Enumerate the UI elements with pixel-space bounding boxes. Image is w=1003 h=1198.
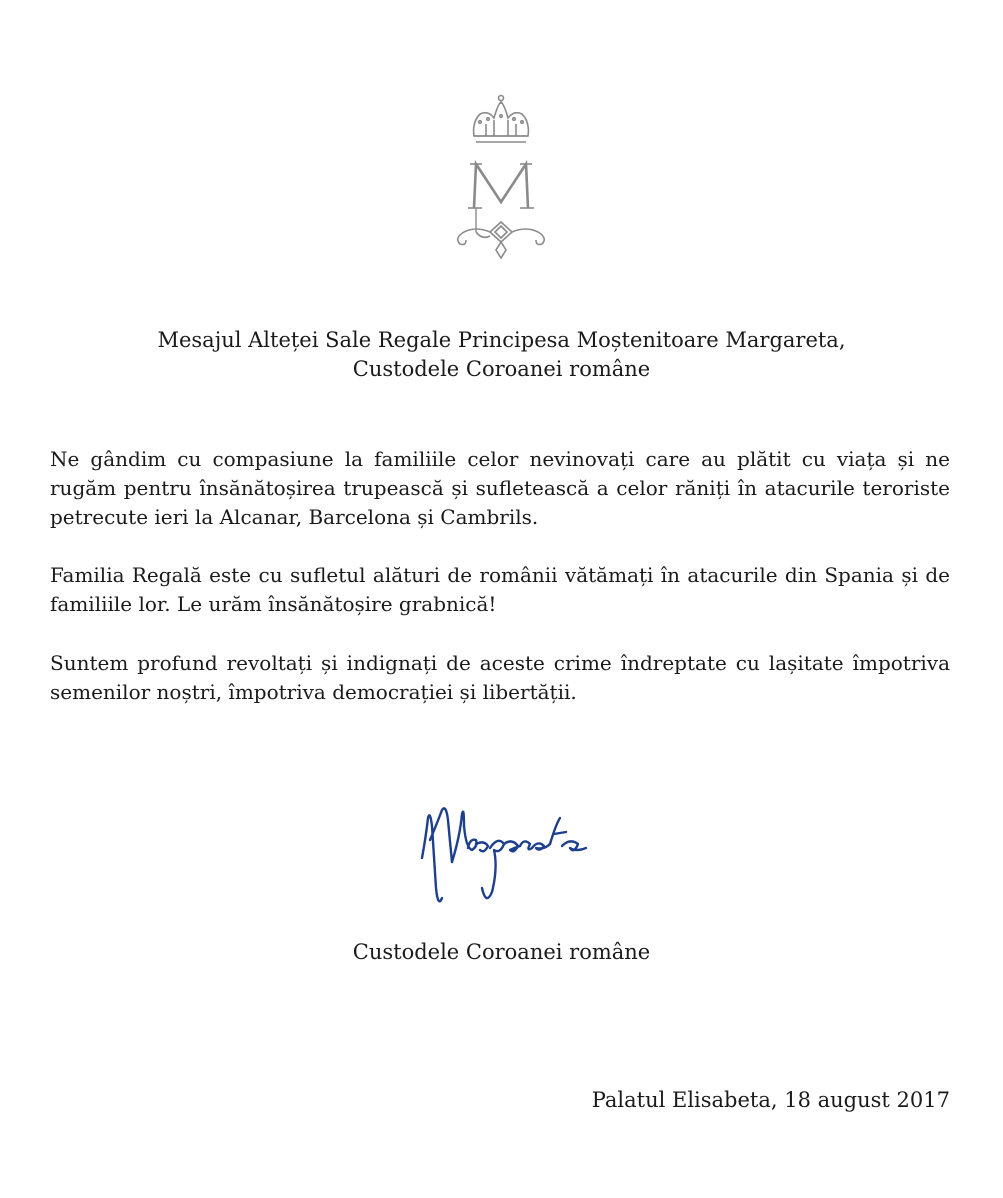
body-paragraph-1: Ne gândim cu compasiune la familiile celor nevinovați care au plătit cu viața și ne rugăm pentru însănătoșirea trupească și sufletească a celor răniți în atacurile teroriste petrecute ieri la Alcanar, Barcelona și Cambrils.	[50, 447, 950, 529]
handwritten-signature	[414, 796, 600, 912]
heading-line-1: Mesajul Alteței Sale Regale Principesa Moștenitoare Margareta,	[157, 328, 846, 352]
signature-icon	[414, 796, 600, 912]
royal-monogram-icon	[446, 92, 556, 270]
heading-line-2: Custodele Coroanei române	[352, 357, 651, 381]
place-and-date: Palatul Elisabeta, 18 august 2017	[591, 1088, 950, 1112]
signatory-title: Custodele Coroanei române	[352, 940, 651, 964]
body-paragraph-2: Familia Regală este cu sufletul alături de românii vătămați în atacurile din Spania și de familiile lor. Le urăm însănătoșire grabnică!	[50, 563, 950, 616]
body-paragraph-3: Suntem profund revoltați și indignați de aceste crime îndreptate cu lașitate împotriva semenilor noștri, împotriva democrației și libertății.	[50, 651, 950, 704]
letter-heading	[0, 326, 1003, 384]
crown-monogram-icon	[446, 92, 556, 270]
